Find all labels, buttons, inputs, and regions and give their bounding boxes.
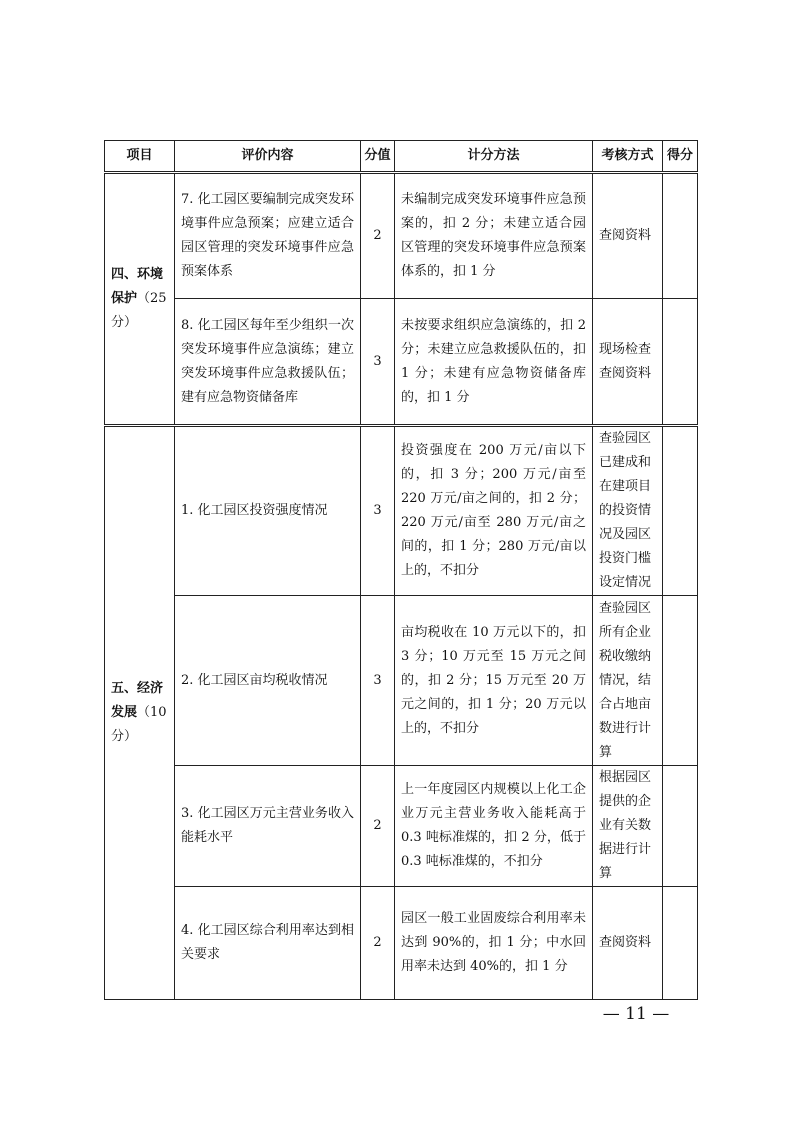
table-row	[105, 426, 698, 596]
header-method: 计分方法	[395, 141, 593, 173]
section-title-environment	[105, 173, 175, 426]
row-result	[663, 173, 698, 299]
row-score: 3	[361, 426, 395, 596]
row-content: 8. 化工园区每年至少组织一次突发环境事件应急演练；建立突发环境事件应急救援队伍；建有应急物资储备库	[175, 299, 361, 426]
row-mode: 根据园区提供的企业有关数据进行计算	[593, 766, 663, 887]
row-result	[663, 299, 698, 426]
row-score: 3	[361, 299, 395, 426]
row-mode: 现场检查查阅资料	[593, 299, 663, 426]
row-mode: 查阅资料	[593, 887, 663, 1000]
row-result	[663, 766, 698, 887]
section-title-bold: 五、经济发展	[111, 681, 164, 720]
row-content: 3. 化工园区万元主营业务收入能耗水平	[175, 766, 361, 887]
row-method: 未按要求组织应急演练的，扣 2 分；未建立应急救援队伍的，扣 1 分；未建有应急物资储备库的，扣 1 分	[395, 299, 593, 426]
section-title-points: （25分）	[111, 291, 167, 330]
row-content: 1. 化工园区投资强度情况	[175, 426, 361, 596]
row-method: 亩均税收在 10 万元以下的，扣 3 分；10 万元至 15 万元之间的，扣 2 分；15 万元至 20 万元之间的，扣 1 分；20 万元以上的，不扣分	[395, 596, 593, 766]
row-result	[663, 596, 698, 766]
row-mode: 查阅资料	[593, 173, 663, 299]
section-title-economy	[105, 426, 175, 1000]
table-row	[105, 887, 698, 1000]
row-score: 3	[361, 596, 395, 766]
row-score: 2	[361, 766, 395, 887]
row-method: 园区一般工业固废综合利用率未达到 90%的，扣 1 分；中水回用率未达到 40%的，扣 1 分	[395, 887, 593, 1000]
evaluation-table	[104, 140, 698, 1000]
table-row	[105, 173, 698, 299]
table-row	[105, 766, 698, 887]
row-result	[663, 426, 698, 596]
section-title-bold: 四、环境保护	[111, 267, 164, 306]
row-method: 上一年度园区内规模以上化工企业万元主营业务收入能耗高于 0.3 吨标准煤的，扣 2 分，低于 0.3 吨标准煤的，不扣分	[395, 766, 593, 887]
row-score: 2	[361, 173, 395, 299]
row-method: 未编制完成突发环境事件应急预案的，扣 2 分；未建立适合园区管理的突发环境事件应急预案体系的，扣 1 分	[395, 173, 593, 299]
header-result: 得分	[663, 141, 698, 173]
header-mode: 考核方式	[593, 141, 663, 173]
row-mode: 查验园区所有企业税收缴纳情况，结合占地亩数进行计算	[593, 596, 663, 766]
row-method: 投资强度在 200 万元/亩以下的，扣 3 分；200 万元/亩至 220 万元/亩之间的，扣 2 分；220 万元/亩至 280 万元/亩之间的，扣 1 分；280 万元/亩以上的，不扣分	[395, 426, 593, 596]
header-content: 评价内容	[175, 141, 361, 173]
table-header-row	[105, 141, 698, 173]
row-content: 2. 化工园区亩均税收情况	[175, 596, 361, 766]
row-content: 7. 化工园区要编制完成突发环境事件应急预案；应建立适合园区管理的突发环境事件应急预案体系	[175, 173, 361, 299]
row-result	[663, 887, 698, 1000]
row-content: 4. 化工园区综合利用率达到相关要求	[175, 887, 361, 1000]
row-score: 2	[361, 887, 395, 1000]
page-number: — 11 —	[602, 1004, 670, 1024]
section-title-points: （10分）	[111, 705, 167, 744]
header-score: 分值	[361, 141, 395, 173]
row-mode: 查验园区已建成和在建项目的投资情况及园区投资门槛设定情况	[593, 426, 663, 596]
header-project: 项目	[105, 141, 175, 173]
table-row	[105, 596, 698, 766]
table-row	[105, 299, 698, 426]
